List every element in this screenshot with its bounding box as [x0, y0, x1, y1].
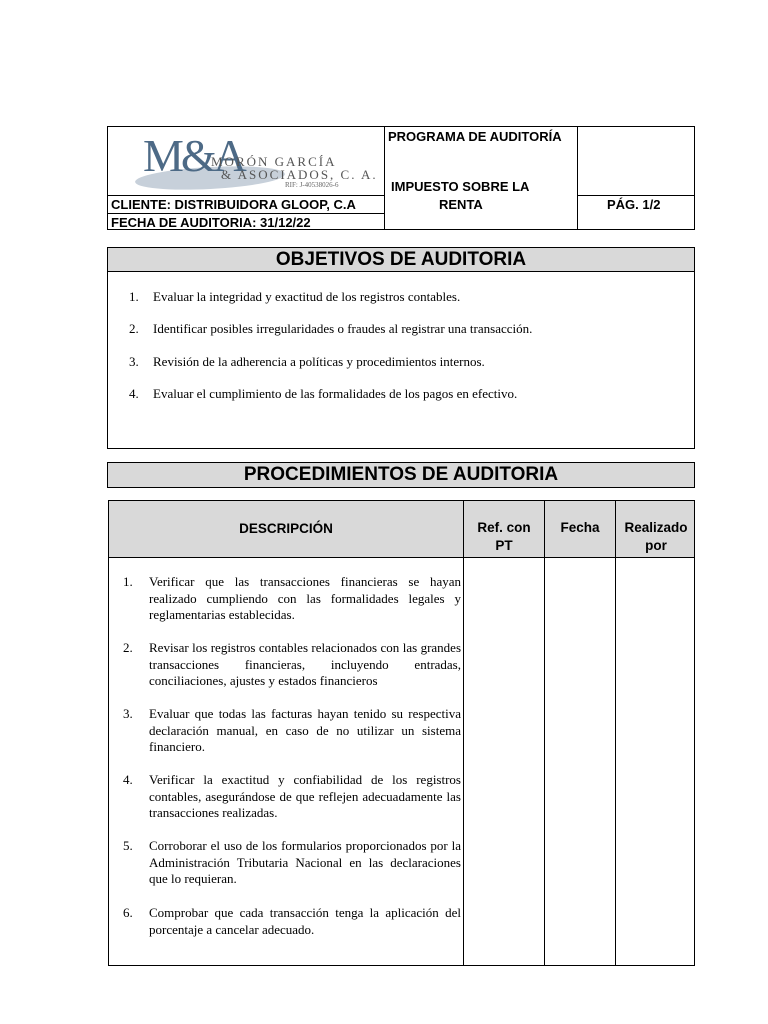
objective-item	[129, 321, 532, 337]
procedures-table	[108, 500, 695, 966]
header-hline-left-2	[107, 213, 384, 214]
objective-number: 4.	[129, 386, 139, 401]
col-ref-line2: PT	[495, 538, 513, 553]
procedure-item	[123, 772, 461, 822]
audit-date: FECHA DE AUDITORIA: 31/12/22	[111, 215, 311, 230]
procedure-number: 2.	[123, 640, 133, 655]
procedure-text: Evaluar que todas las facturas hayan tenido su respectiva declaración manual, en caso de no utilizar un sistema financiero.	[149, 706, 461, 754]
objective-text: Evaluar la integridad y exactitud de los registros contables.	[153, 289, 461, 304]
procedure-text: Verificar que las transacciones financieras se hayan realizado cumpliendo con las formalidades legales y reglamentarias establecidas.	[149, 574, 461, 622]
col-ref-line1: Ref. con	[477, 520, 531, 535]
objective-text: Identificar posibles irregularidades o fraudes al registrar una transacción.	[153, 321, 533, 336]
logo-name-line1: MORÓN GARCÍA	[211, 154, 337, 169]
objective-number: 1.	[129, 289, 139, 304]
procedure-text: Revisar los registros contables relacionados con las grandes transacciones financieras, incluyendo entradas, conciliaciones, ajustes y estados financieros	[149, 640, 461, 688]
logo-monogram: M&A	[143, 130, 244, 181]
objective-number: 2.	[129, 321, 139, 336]
col-ref-header	[464, 519, 544, 555]
col-done-line1: Realizado	[624, 520, 688, 535]
logo-rif: RIF: J-40538026-6	[285, 181, 339, 189]
col-done-header	[616, 519, 696, 555]
header-table	[107, 126, 695, 230]
col-description-header: DESCRIPCIÓN	[239, 521, 333, 536]
procedures-table-header	[109, 501, 694, 558]
page-number: PÁG. 1/2	[607, 197, 661, 212]
logo-name-line2: & ASOCIADOS, C. A.	[221, 167, 378, 182]
header-hline-left-1	[107, 195, 384, 196]
client-name: CLIENTE: DISTRIBUIDORA GLOOP, C.A	[111, 197, 356, 212]
program-title: PROGRAMA DE AUDITORÍA	[388, 129, 562, 144]
objective-number: 3.	[129, 354, 139, 369]
procedure-item	[123, 574, 461, 624]
procedure-item	[123, 905, 461, 938]
procedure-number: 4.	[123, 772, 133, 787]
objective-item	[129, 289, 460, 305]
objectives-box	[107, 271, 695, 449]
col-date-header: Fecha	[560, 520, 600, 535]
subject-line2: RENTA	[439, 197, 483, 212]
subject-line1: IMPUESTO SOBRE LA	[391, 179, 530, 194]
procedure-item	[123, 640, 461, 690]
header-hline-right	[577, 195, 694, 196]
header-divider-1	[384, 127, 385, 229]
procedures-title: PROCEDIMIENTOS DE AUDITORIA	[107, 462, 695, 488]
col-divider-3	[615, 501, 616, 965]
objective-item	[129, 354, 485, 370]
objectives-title: OBJETIVOS DE AUDITORIA	[107, 247, 695, 272]
procedure-number: 1.	[123, 574, 133, 589]
objective-text: Evaluar el cumplimiento de las formalidades de los pagos en efectivo.	[153, 386, 518, 401]
col-done-line2: por	[645, 538, 667, 553]
col-divider-2	[544, 501, 545, 965]
objective-text: Revisión de la adherencia a políticas y procedimientos internos.	[153, 354, 485, 369]
procedure-text: Verificar la exactitud y confiabilidad de los registros contables, asegurándose de que reflejen adecuadamente las transacciones realizadas.	[149, 772, 461, 820]
procedure-number: 3.	[123, 706, 133, 721]
procedure-item	[123, 706, 461, 756]
col-divider-1	[463, 501, 464, 965]
header-divider-2	[577, 127, 578, 229]
objective-item	[129, 386, 517, 402]
procedure-item	[123, 838, 461, 888]
procedure-text: Corroborar el uso de los formularios proporcionados por la Administración Tributaria Nacional en las declaraciones que lo requieran.	[149, 838, 461, 886]
procedure-text: Comprobar que cada transacción tenga la aplicación del porcentaje a cancelar adecuado.	[149, 905, 461, 937]
procedure-number: 5.	[123, 838, 133, 853]
procedure-number: 6.	[123, 905, 133, 920]
